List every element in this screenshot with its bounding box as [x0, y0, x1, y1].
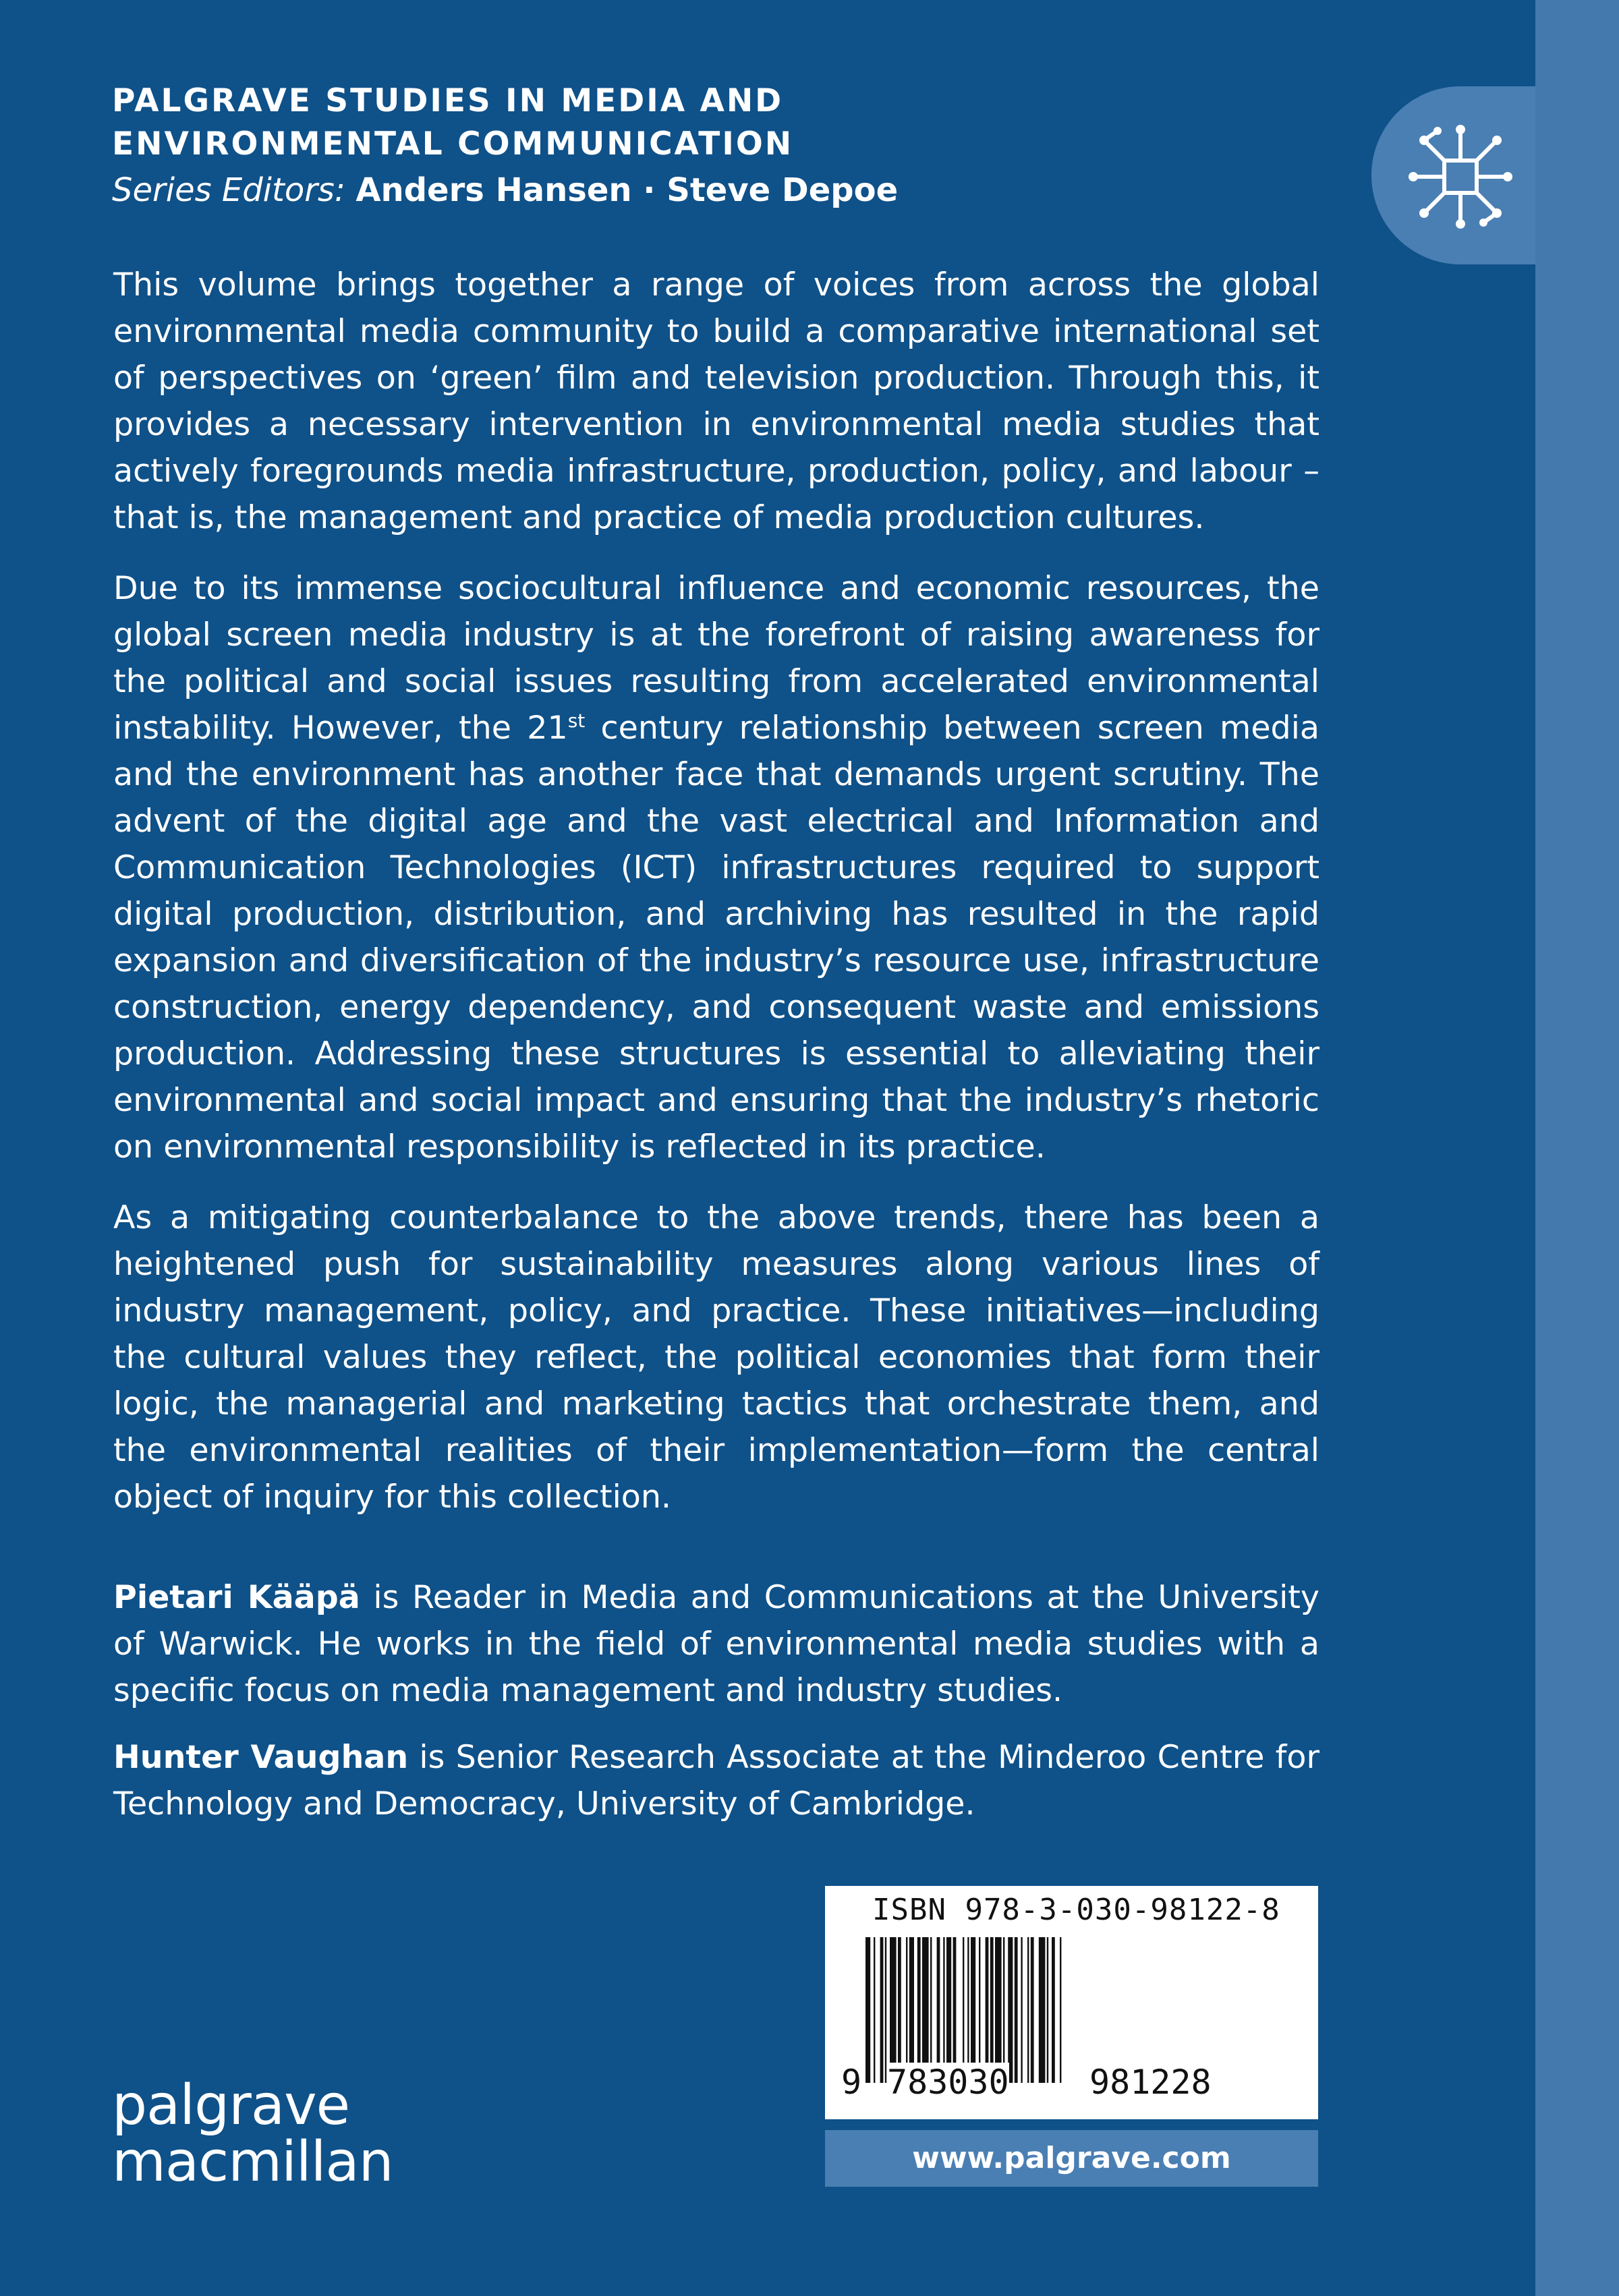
barcode-bar — [946, 1937, 951, 2083]
barcode-bar — [943, 1937, 944, 2083]
barcode-bars — [865, 1937, 1277, 2083]
barcode-bar — [890, 1937, 897, 2083]
barcode-bar — [865, 1937, 870, 2083]
ordinal-suffix: st — [567, 710, 586, 733]
barcode-digit-group-1: 783030 — [887, 2063, 1009, 2102]
barcode-bar — [885, 1937, 886, 2083]
series-editors — [112, 169, 1394, 212]
barcode-bar — [967, 1937, 969, 2083]
barcode-bar — [1060, 1937, 1061, 2083]
barcode-bar — [917, 1937, 921, 2083]
series-editors-label: Series Editors: — [112, 171, 346, 209]
publisher-logo-line-2: macmillan — [112, 2130, 393, 2194]
barcode-bar — [986, 1937, 989, 2083]
isbn-barcode — [825, 1886, 1318, 2119]
blurb-paragraph-2-start: Due to its immense sociocultural influence and economic resources, the global screen media industry is at the forefront of raising awareness for the political and social issues resulting from accelerated environmental instability. However, the 21 — [113, 570, 1319, 747]
barcode-bar — [906, 1937, 907, 2083]
barcode-bar — [1021, 1937, 1022, 2083]
barcode-bar — [963, 1937, 964, 2083]
barcode-bar — [995, 1937, 1002, 2083]
barcode-bar — [1039, 1937, 1046, 2083]
publisher-logo — [112, 2073, 393, 2194]
blurb-paragraph-2-end: century relationship between screen media and the environment has another face that demands urgent scrutiny. The advent of the digital age and the vast electrical and Information and Communication Technologies (ICT) infrastructures required to support digital production, distribution, and archiving has resulted in the rapid expansion and diversification of the industry’s resource use, infrastructure construction, energy dependency, and consequent waste and emissions production. Addressing these structures is essential to alleviating their environmental and social impact and ensuring that the industry’s rhetoric on environmental responsibility is reflected in its practice. — [113, 710, 1320, 1166]
barcode-bar — [979, 1937, 980, 2083]
barcode-bar — [880, 1937, 884, 2083]
isbn-label: ISBN 978-3-030-98122-8 — [872, 1893, 1280, 1927]
author-bio-2 — [113, 1734, 1319, 1827]
publisher-logo-line-1: palgrave — [112, 2073, 350, 2137]
blurb-paragraph-3: As a mitigating counterbalance to the above trends, there has been a heightened push for sustainability measures along various lines of industry management, policy, and practice. These initiatives—including the cultural values they reflect, the political economies that form their logic, the managerial and marketing tactics that orchestrate them, and the environmental realities of their implementation—form the central object of inquiry for this collection. — [113, 1199, 1319, 1516]
barcode-bar — [1047, 1937, 1048, 2083]
blurb-paragraph-1: This volume brings together a range of voices from across the global environmental media community to build a comparative international set of perspectives on ‘green’ film and television production. Through this, it provides a necessary intervention in environmental media studies that actively foregrounds media infrastructure, production, policy, and labour – that is, the management and practice of media production cultures. — [113, 266, 1319, 536]
author-bio-1 — [113, 1574, 1319, 1714]
author-name: Hunter Vaughan — [113, 1739, 409, 1776]
barcode-bar — [922, 1937, 929, 2083]
barcode-bar — [971, 1937, 975, 2083]
series-title: PALGRAVE STUDIES IN MEDIA AND ENVIRONMENTAL COMMUNICATION — [112, 82, 794, 163]
series-editors-names: Anders Hansen · Steve Depoe — [356, 171, 899, 209]
palgrave-network-icon — [1400, 116, 1521, 237]
barcode-bar — [930, 1937, 932, 2083]
spine-strip — [1535, 0, 1619, 2296]
series-header — [112, 80, 1394, 212]
barcode-bar — [937, 1937, 940, 2083]
barcode-bar — [990, 1937, 994, 2083]
barcode-bar — [1052, 1937, 1055, 2083]
barcode-bar — [898, 1937, 901, 2083]
barcode-bar — [953, 1937, 957, 2083]
barcode-bar — [1008, 1937, 1013, 2083]
barcode-digit-group-2: 981228 — [1089, 2063, 1212, 2102]
barcode-bar — [1027, 1937, 1029, 2083]
publisher-url: www.palgrave.com — [825, 2130, 1318, 2187]
author-bio-text: is Reader in Media and Communications at the University of Warwick. He works in the field of environmental media studies with a specific focus on media management and industry studies. — [113, 1579, 1319, 1709]
barcode-bar — [1015, 1937, 1018, 2083]
blurb — [113, 262, 1319, 1847]
barcode-bar — [1031, 1937, 1034, 2083]
barcode-bar — [909, 1937, 914, 2083]
blurb-paragraph-2 — [113, 565, 1319, 1170]
barcode-bar — [1003, 1937, 1004, 2083]
author-bio-text: is Senior Research Associate at the Minderoo Centre for Technology and Democracy, University of Cambridge. — [113, 1739, 1319, 1823]
logo-badge — [1371, 86, 1535, 264]
barcode-bar — [874, 1937, 875, 2083]
author-name: Pietari Kääpä — [113, 1579, 360, 1616]
barcode-digit-lead: 9 — [841, 2063, 862, 2102]
